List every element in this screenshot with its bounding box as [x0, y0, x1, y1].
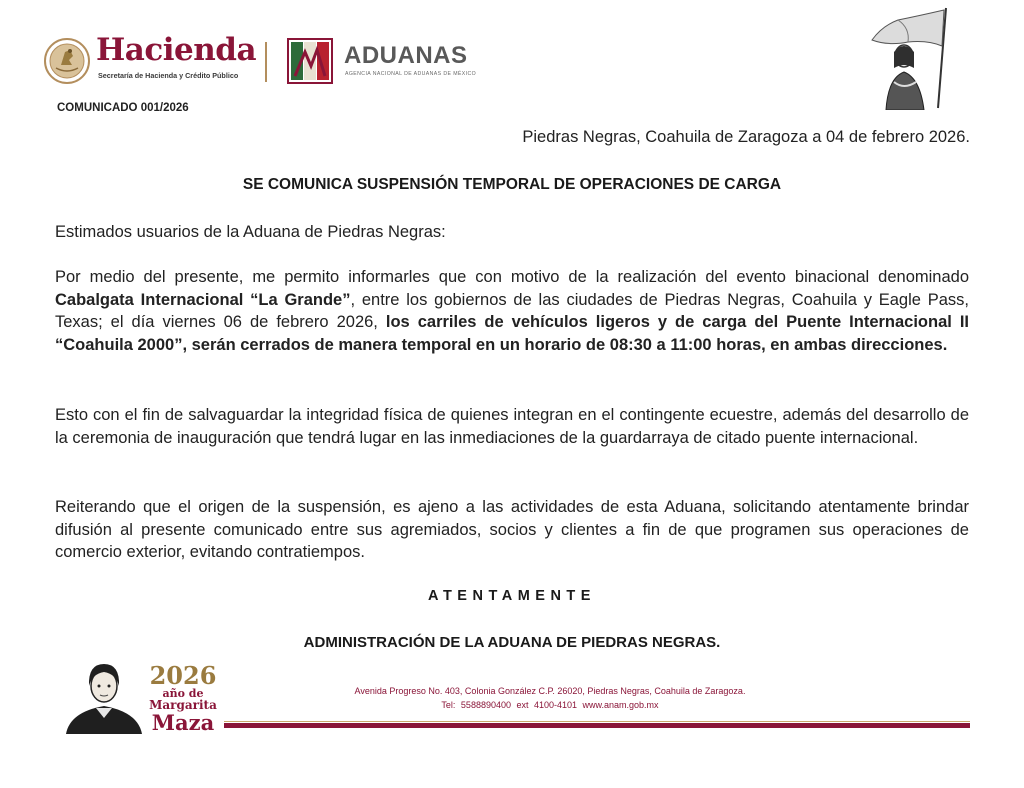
header-divider — [265, 42, 267, 82]
aduanas-title: ADUANAS — [344, 42, 468, 69]
paragraph-1-bold-closure: los carriles de vehículos ligeros y de carga del Puente Internacional II “Coahuila 2000”, serán cerrados de manera temporal en un horario de 08:30 a 11:00 horas, en ambas direcciones. — [55, 313, 970, 354]
footer-line — [224, 723, 970, 728]
closing: ATENTAMENTE — [428, 588, 596, 604]
mexico-seal-icon — [44, 38, 90, 84]
footer-address: Avenida Progreso No. 403, Colonia González C.P. 26020, Piedras Negras, Coahuila de Zaragoza. — [354, 686, 746, 696]
year-line-1: año de — [162, 687, 204, 700]
aduanas-subtitle: AGENCIA NACIONAL DE ADUANAS DE MÉXICO — [345, 71, 477, 77]
hacienda-title: Hacienda — [96, 32, 257, 68]
year-logo — [148, 661, 218, 735]
paragraph-2: Esto con el fin de salvaguardar la integridad física de quienes integran en el contingente ecuestre, además del desarrollo de la ceremonia de inauguración que tendrá lugar en las inmediaciones de la guardarraya de citado puente internacional. — [55, 406, 969, 447]
signature: ADMINISTRACIÓN DE LA ADUANA DE PIEDRAS NEGRAS. — [303, 634, 721, 651]
hacienda-subtitle: Secretaría de Hacienda y Crédito Público — [98, 71, 239, 80]
comunicado-number: COMUNICADO 001/2026 — [57, 102, 189, 114]
paragraph-1-bold-event: Cabalgata Internacional “La Grande” — [55, 290, 351, 309]
paragraph-3: Reiterando que el origen de la suspensión, es ajeno a las actividades de esta Aduana, solicitando atentamente brindar difusión al presente comunicado entre sus agremiados, socios y clientes a fin de que programen sus operaciones de comercio exterior, evitando contratiempos. — [55, 498, 969, 561]
aduanas-logo-icon — [287, 38, 333, 84]
document-title: SE COMUNICA SUSPENSIÓN TEMPORAL DE OPERACIONES DE CARGA — [242, 176, 782, 193]
footer-contact: Tel: 5588890400 ext 4100-4101 www.anam.gob.mx — [441, 700, 659, 710]
year-number: 2026 — [149, 661, 217, 690]
year-line-2: Margarita — [149, 698, 217, 712]
salutation: Estimados usuarios de la Aduana de Piedras Negras: — [55, 223, 446, 241]
margarita-maza-portrait — [62, 656, 146, 734]
place-date: Piedras Negras, Coahuila de Zaragoza a 04 de febrero 2026. — [522, 128, 970, 146]
paragraph-1 — [55, 266, 969, 356]
paragraph-1-text-a: Por medio del presente, me permito informarles que con motivo de la realización del evento binacional denominado — [55, 268, 969, 286]
year-line-3: Maza — [151, 710, 215, 735]
woman-with-flag-emblem — [858, 6, 958, 110]
paragraph-1-text-b: , entre los gobiernos de las ciudades de Piedras Negras, Coahuila y Eagle Pass, Texas; el día viernes 06 de febrero 2026, — [55, 290, 969, 331]
footer-gold-line — [224, 721, 970, 722]
